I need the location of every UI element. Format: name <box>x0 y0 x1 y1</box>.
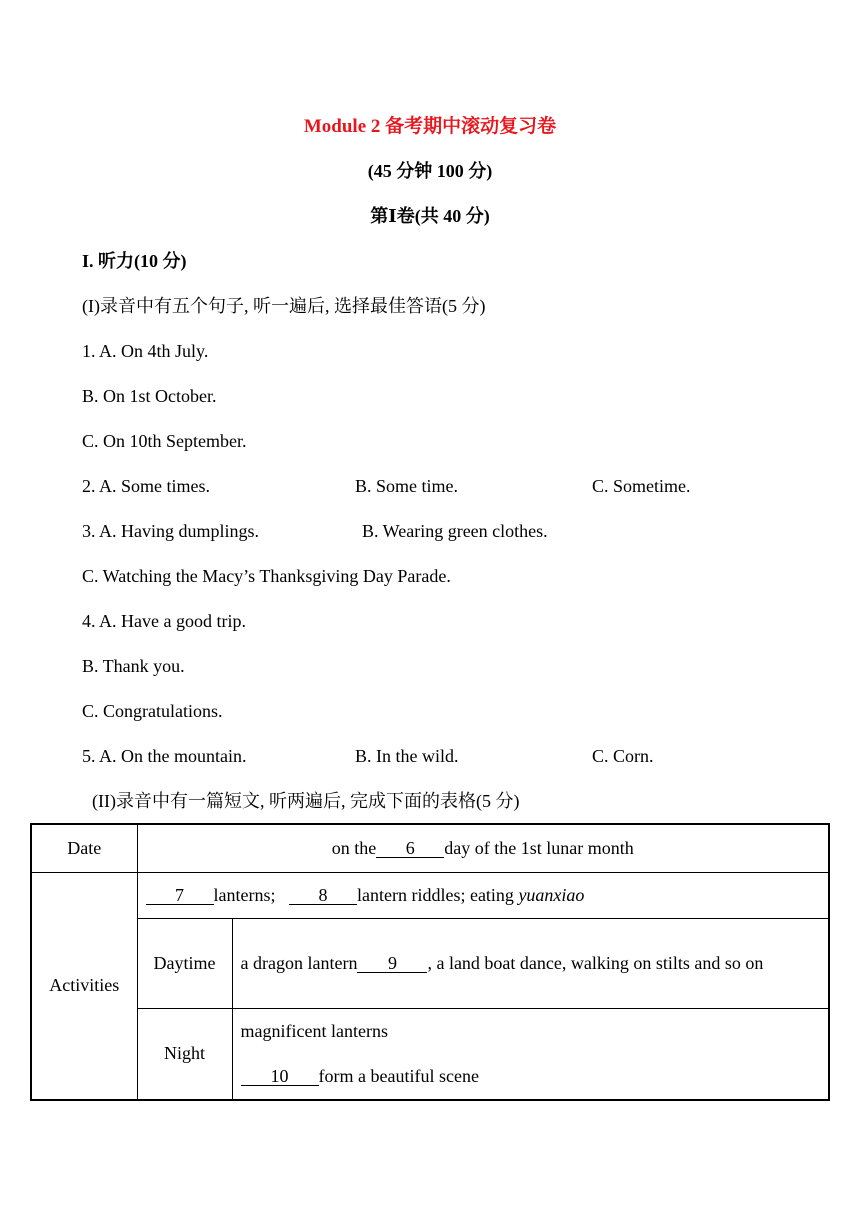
night-value <box>232 1008 829 1100</box>
activities-text-1: lanterns; <box>213 884 276 905</box>
q3-option-a: 3. A. Having dumplings. <box>82 521 260 541</box>
part2-instruction: (II)录音中有一篇短文, 听两遍后, 完成下面的表格(5 分) <box>92 791 520 811</box>
part1-instruction: (I)录音中有五个句子, 听一遍后, 选择最佳答语(5 分) <box>82 296 486 316</box>
date-row <box>31 824 829 872</box>
q5-option-c: C. Corn. <box>592 746 654 766</box>
blank-6: 6 <box>376 839 444 858</box>
daytime-value <box>232 918 829 1008</box>
night-label: Night <box>137 1008 232 1100</box>
section-heading: I. 听力(10 分) <box>82 251 187 271</box>
listening-table <box>30 823 830 1101</box>
q1-option-a: 1. A. On 4th July. <box>82 341 209 361</box>
exam-title: Module 2 备考期中滚动复习卷 <box>303 116 557 137</box>
activities-text-2: lantern riddles; eating <box>356 884 514 905</box>
q3-option-c: C. Watching the Macy’s Thanksgiving Day Parade. <box>82 566 451 586</box>
part-heading: 第Ⅰ卷(共 40 分) <box>370 206 490 226</box>
blank-8: 8 <box>289 886 357 905</box>
date-label: Date <box>31 824 137 872</box>
activities-row <box>31 872 829 918</box>
q4-option-a: 4. A. Have a good trip. <box>82 611 246 631</box>
night-row <box>31 1008 829 1100</box>
q1-option-c: C. On 10th September. <box>82 431 247 451</box>
q2-option-b: B. Some time. <box>355 476 458 496</box>
q5-option-b: B. In the wild. <box>355 746 459 766</box>
time-score: (45 分钟 100 分) <box>367 161 493 181</box>
daytime-row <box>31 918 829 1008</box>
blank-9: 9 <box>357 954 427 973</box>
q2-option-a: 2. A. Some times. <box>82 476 211 496</box>
date-value <box>137 824 829 872</box>
q4-option-b: B. Thank you. <box>82 656 185 676</box>
date-post: day of the 1st lunar month <box>444 837 634 858</box>
daytime-post: , a land boat dance, walking on stilts and so on <box>427 952 764 973</box>
daytime-pre: a dragon lantern <box>240 952 358 973</box>
activities-general <box>137 872 829 918</box>
night-line-2 <box>241 1065 821 1087</box>
date-pre: on the <box>331 837 377 858</box>
q2-option-c: C. Sometime. <box>592 476 691 496</box>
q3-option-b: B. Wearing green clothes. <box>362 521 548 541</box>
night-line-1: magnificent lanterns <box>240 1021 388 1042</box>
blank-7: 7 <box>146 886 214 905</box>
activities-label: Activities <box>31 872 137 1100</box>
blank-10: 10 <box>241 1067 319 1086</box>
activities-italic: yuanxiao <box>518 884 585 905</box>
q5-option-a: 5. A. On the mountain. <box>82 746 247 766</box>
q4-option-c: C. Congratulations. <box>82 701 223 721</box>
night-post: form a beautiful scene <box>318 1066 479 1087</box>
q1-option-b: B. On 1st October. <box>82 386 217 406</box>
daytime-label: Daytime <box>137 918 232 1008</box>
